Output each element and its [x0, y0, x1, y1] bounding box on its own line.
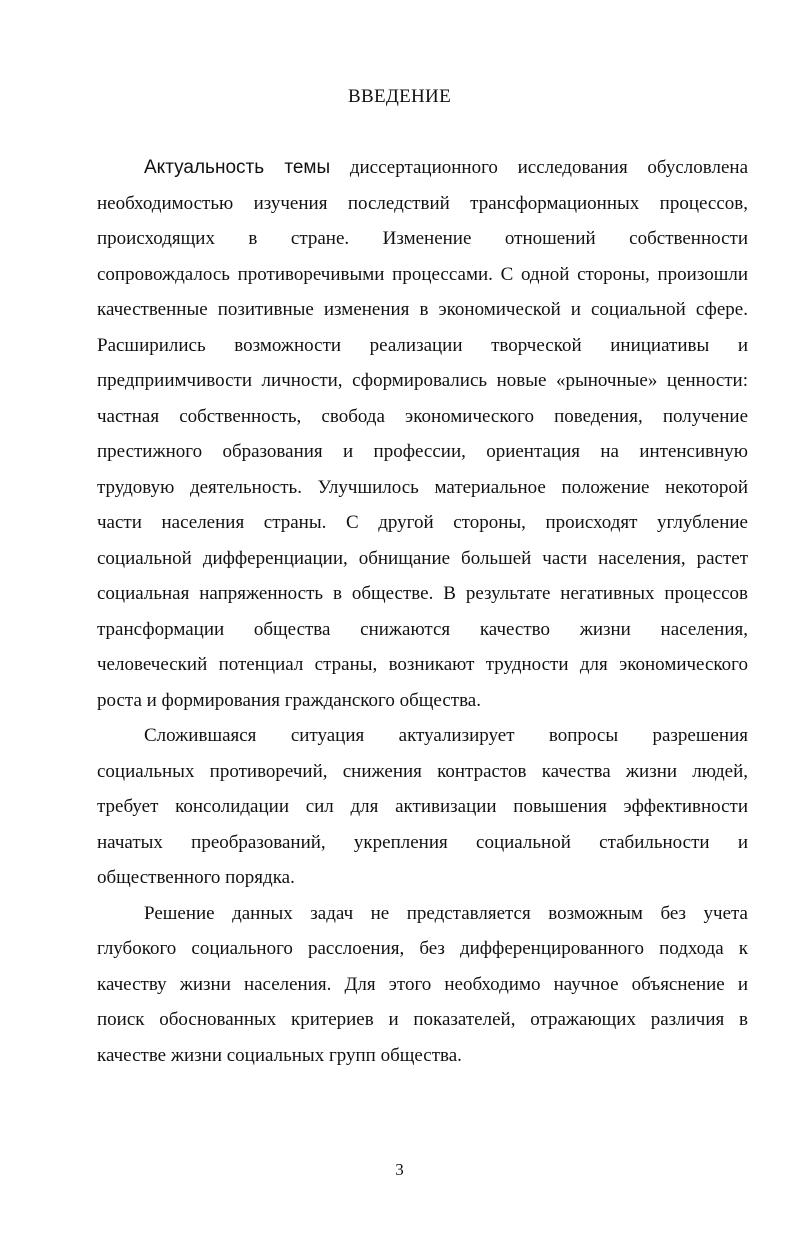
- text-line: социальная напряженность в обществе. В результате негативных процессов: [97, 583, 748, 604]
- text-line: поиск обоснованных критериев и показателей, отражающих различия в: [97, 1009, 748, 1030]
- paragraph-solution: [97, 896, 748, 1074]
- text-line: общественного порядка.: [97, 867, 295, 888]
- text-line: происходящих в стране. Изменение отношений собственности: [97, 228, 748, 249]
- text-line: трудовую деятельность. Улучшилось материальное положение некоторой: [97, 476, 748, 498]
- text-line: человеческий потенциал страны, возникают трудности для экономического: [97, 654, 748, 675]
- text-line: глубокого социального расслоения, без дифференцированного подхода к: [97, 938, 748, 959]
- text-line: сопровождалось противоречивыми процессами. С одной стороны, произошли: [97, 263, 748, 285]
- text-line: качестве жизни социальных групп общества.: [97, 1044, 462, 1066]
- paragraph-relevance: [97, 150, 748, 718]
- text-line: Актуальность темы диссертационного исследования обусловлена: [144, 157, 748, 178]
- text-line: части населения страны. С другой стороны, происходят углубление: [97, 512, 748, 533]
- text-line: Решение данных задач не представляется возможным без учета: [144, 902, 748, 924]
- text-line: качеству жизни населения. Для этого необходимо научное объяснение и: [97, 973, 748, 995]
- text-line: частная собственность, свобода экономического поведения, получение: [97, 405, 748, 427]
- text-line: Сложившаяся ситуация актуализирует вопросы разрешения: [144, 725, 748, 746]
- page-title: ВВЕДЕНИЕ: [348, 86, 451, 107]
- text-line: качественные позитивные изменения в экономической и социальной сфере.: [97, 299, 748, 320]
- text-line: Расширились возможности реализации творческой инициативы и: [97, 334, 748, 356]
- text-line: социальной дифференциации, обнищание большей части населения, растет: [97, 547, 748, 569]
- text-line: социальных противоречий, снижения контрастов качества жизни людей,: [97, 760, 748, 782]
- text-line: требует консолидации сил для активизации повышения эффективности: [97, 796, 748, 817]
- document-body: [97, 150, 748, 1073]
- paragraph-situation: [97, 718, 748, 896]
- text-line: престижного образования и профессии, ориентация на интенсивную: [97, 441, 748, 462]
- relevance-heading: Актуальность темы: [144, 157, 331, 178]
- text-line: начатых преобразований, укрепления социальной стабильности и: [97, 831, 748, 853]
- text-line: предприимчивости личности, сформировались новые «рыночные» ценности:: [97, 370, 748, 391]
- text-line: трансформации общества снижаются качество жизни населения,: [97, 618, 748, 640]
- text-line: роста и формирования гражданского общества.: [97, 689, 481, 711]
- page-number: 3: [395, 1160, 404, 1179]
- text-line: необходимостью изучения последствий трансформационных процессов,: [97, 192, 748, 214]
